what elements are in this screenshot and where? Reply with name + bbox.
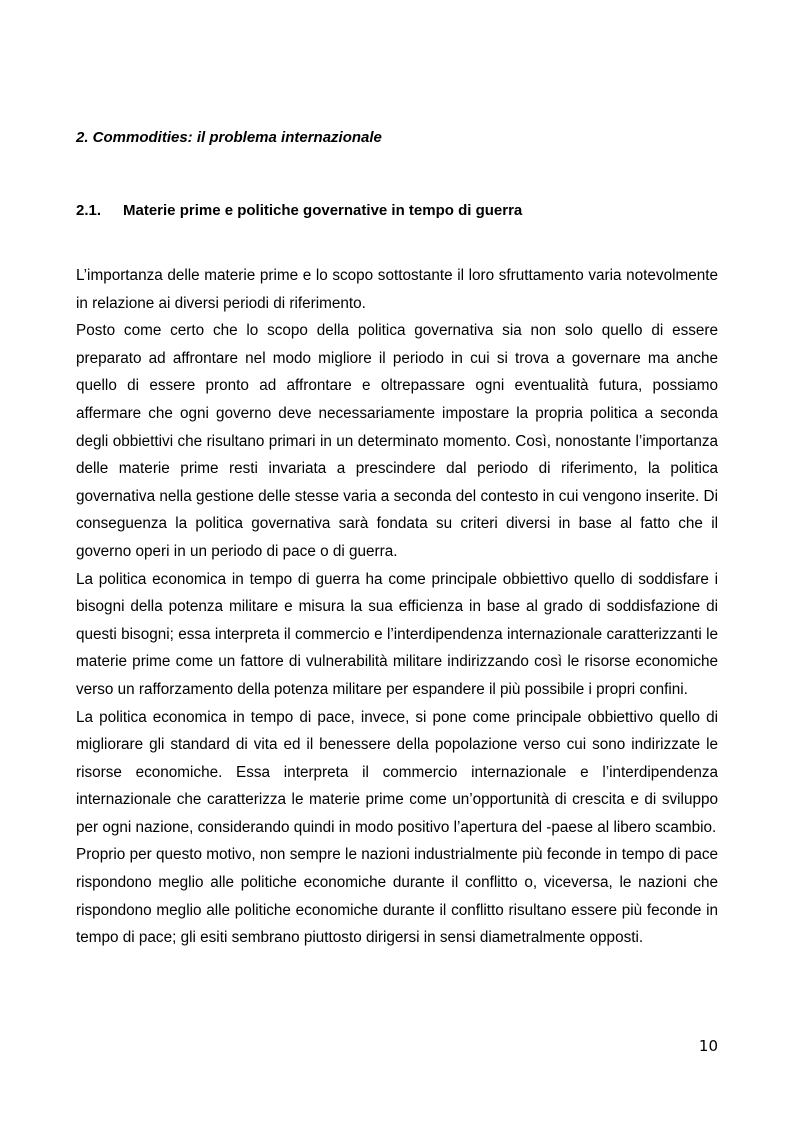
paragraph: La politica economica in tempo di guerra ha come principale obbiettivo quello di soddisfare i bisogni della potenza militare e misura la sua efficienza in base al grado di soddisfazione di questi bisogni; essa interpreta il commercio e l’interdipendenza internazionale caratterizzanti le materie prime come un fattore di vulnerabilità militare indirizzando così le risorse economiche verso un rafforzamento della potenza militare per espandere il più possibile i propri confini.	[76, 570, 718, 698]
chapter-heading: 2. Commodities: il problema internazionale	[76, 129, 382, 146]
paragraph: L’importanza delle materie prime e lo scopo sottostante il loro sfruttamento varia notevolmente in relazione ai diversi periodi di riferimento.	[76, 267, 718, 312]
body-text	[76, 262, 718, 952]
page-number: 10	[698, 1037, 718, 1055]
section-number: 2.1.	[76, 202, 102, 219]
section-title: Materie prime e politiche governative in tempo di guerra	[123, 202, 523, 219]
paragraph: Proprio per questo motivo, non sempre le nazioni industrialmente più feconde in tempo di pace rispondono meglio alle politiche economiche durante il conflitto o, viceversa, le nazioni che rispondono meglio alle politiche economiche durante il conflitto risultano essere più feconde in tempo di pace; gli esiti sembrano piuttosto dirigersi in sensi diametralmente opposti.	[76, 846, 718, 947]
paragraph: La politica economica in tempo di pace, invece, si pone come principale obbiettivo quello di migliorare gli standard di vita ed il benessere della popolazione verso cui sono indirizzate le risorse economiche. Essa interpreta il commercio internazionale e l’interdipendenza internazionale che caratterizza le materie prime come un’opportunità di crescita e di sviluppo per ogni nazione, considerando quindi in modo positivo l’apertura del -paese al libero scambio.	[76, 708, 718, 836]
section-heading	[76, 202, 522, 219]
paragraph: Posto come certo che lo scopo della politica governativa sia non solo quello di essere preparato ad affrontare nel modo migliore il periodo in cui si trova a governare ma anche quello di essere pronto ad affrontare e oltrepassare ogni eventualità futura, possiamo affermare che ogni governo deve necessariamente impostare la propria politica a seconda degli obbiettivi che risultano primari in un determinato momento. Così, nonostante l’importanza delle materie prime resti invariata a prescindere dal periodo di riferimento, la politica governativa nella gestione delle stesse varia a seconda del contesto in cui vengono inserite. Di conseguenza la politica governativa sarà fondata su criteri diversi in base al fatto che il governo operi in un periodo di pace o di guerra.	[76, 322, 718, 560]
